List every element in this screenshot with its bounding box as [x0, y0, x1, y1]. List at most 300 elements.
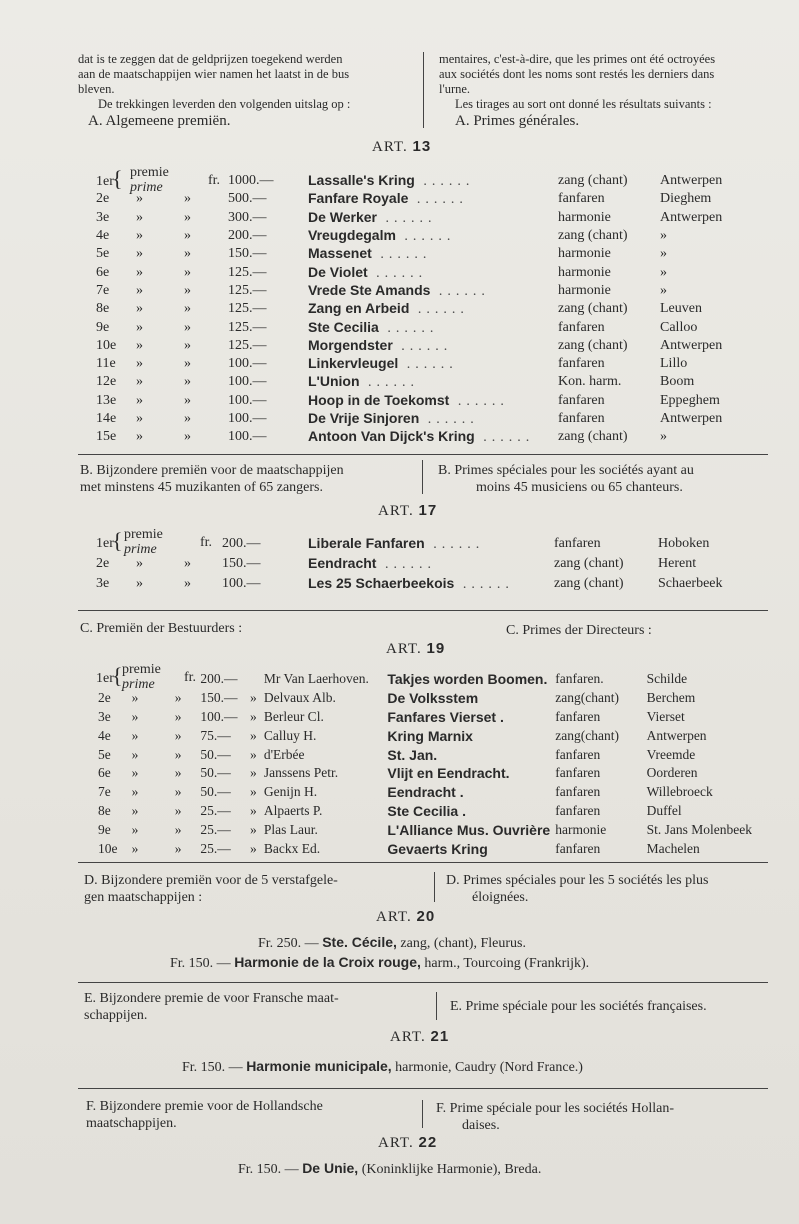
dot-leader: ......: [376, 557, 436, 572]
intro-nl-line: bleven.: [78, 82, 115, 96]
rank-ordinal: 13e: [96, 392, 117, 408]
society-city: Eppeghem: [660, 392, 720, 408]
prize-amount: 100.—: [228, 429, 267, 445]
prize-amount: 25.—: [200, 802, 231, 818]
rank-ordinal: 11e: [96, 356, 116, 372]
ditto-mark: »: [136, 264, 143, 280]
prize-amount: 200.—: [222, 536, 261, 551]
society-name-cell: [308, 318, 558, 336]
society-name-cell: [308, 355, 558, 373]
prize-row: [80, 410, 744, 428]
ditto-mark: [136, 172, 184, 190]
society-type: fanfaren: [555, 746, 601, 762]
society-type: zang(chant): [555, 690, 619, 706]
separator: [78, 862, 768, 863]
rank-ordinal: 4e: [96, 228, 110, 244]
ditto-mark: »: [174, 821, 182, 837]
ditto-mark: »: [174, 727, 182, 743]
ditto-mark: »: [250, 708, 257, 724]
director-name: Plas Laur.: [263, 821, 318, 837]
prize-amount: 125.—: [228, 301, 267, 317]
society-name-cell: [308, 534, 554, 554]
society-city: Antwerpen: [660, 411, 723, 426]
prize-amount: 100.—: [228, 356, 267, 372]
director-name: Genijn H.: [263, 784, 318, 800]
director-name: Mr Van Laerhoven.: [263, 671, 369, 687]
section-d-nl: D. Bijzondere premiën voor de 5 verstafgele- gen maatschappijen :: [84, 873, 338, 905]
society-name-cell: [308, 209, 558, 227]
rank-ordinal: [80, 172, 136, 190]
rank-ordinal: 7e: [98, 784, 111, 800]
society-city: Calloo: [660, 319, 698, 335]
ditto-mark: »: [136, 429, 143, 445]
dot-leader: ......: [414, 174, 475, 190]
intro-fr-line: l'urne.: [439, 82, 471, 96]
society-name: Les 25 Schaerbeekois: [308, 575, 455, 591]
ditto-mark: »: [174, 746, 182, 762]
society-name-cell: [308, 172, 558, 190]
society-type: harmonie: [558, 282, 611, 298]
ditto-mark: »: [250, 765, 257, 781]
ditto-mark: »: [184, 228, 191, 244]
art21-line: Fr. 150. — Harmonie municipale, harmonie, Caudry (Nord France.): [182, 1058, 583, 1075]
society-city: Machelen: [646, 840, 700, 856]
society-name: Linkervleugel: [308, 355, 399, 372]
ditto-mark: »: [131, 802, 139, 818]
ditto-mark: »: [250, 821, 257, 837]
intro-fr-line: aux sociétés dont les noms sont restés les derniers dans: [439, 67, 715, 81]
rank-ordinal: 9e: [96, 319, 110, 335]
prize-row: [80, 820, 752, 839]
society-name: De Werker: [308, 208, 378, 225]
prize-row: [80, 726, 752, 745]
ditto-mark: [136, 534, 184, 554]
prize-amount: 1000.—: [228, 173, 274, 189]
society-city: Antwerpen: [660, 173, 723, 189]
society-type: fanfaren.: [555, 671, 604, 687]
ditto-mark: [250, 670, 264, 689]
prize-row: [80, 670, 752, 689]
section-d-fr: D. Primes spéciales pour les 5 sociétés les plus éloignées.: [446, 873, 709, 905]
dot-leader: ......: [367, 265, 428, 281]
society-name-cell: [308, 337, 558, 355]
ditto-mark: »: [136, 374, 143, 390]
society-name-cell: [308, 282, 558, 300]
prize-amount: 50.—: [200, 784, 231, 800]
rank-ordinal: 6e: [98, 765, 111, 781]
prize-amount: 200.—: [228, 228, 267, 244]
society-type: Kon. harm.: [558, 374, 622, 390]
society-type: zang(chant): [555, 727, 619, 743]
society-city: »: [660, 282, 667, 298]
society-name: De Volksstem: [387, 690, 479, 707]
dot-leader: ......: [449, 393, 509, 409]
society-type: zang (chant): [558, 429, 628, 445]
ditto-mark: »: [184, 392, 191, 408]
society-type: zang (chant): [554, 556, 624, 571]
director-name: Calluy H.: [263, 727, 317, 743]
society-city: Lillo: [660, 356, 688, 372]
article-13-heading: ART. 13: [372, 138, 432, 155]
prize-row: [80, 708, 752, 727]
prize-row: [80, 172, 744, 190]
ditto-mark: [184, 172, 228, 190]
ditto-mark: [184, 534, 222, 554]
prize-amount: 50.—: [200, 746, 231, 762]
ditto-mark: »: [136, 576, 143, 591]
prize-row: [80, 318, 744, 336]
society-type: fanfaren: [558, 392, 605, 408]
dot-leader: ......: [378, 320, 439, 336]
ditto-mark: [132, 670, 175, 689]
prize-amount: 125.—: [228, 319, 267, 335]
ditto-mark: [175, 670, 201, 689]
prize-row: [80, 263, 744, 281]
ditto-mark: »: [131, 821, 139, 837]
society-type: harmonie: [558, 246, 611, 262]
prize-amount: 25.—: [200, 840, 231, 856]
rank-ordinal: 2e: [98, 690, 111, 706]
ditto-mark: »: [131, 690, 139, 706]
society-name: Ste Cecilia .: [387, 802, 466, 819]
ditto-mark: »: [136, 301, 143, 317]
ditto-mark: »: [131, 708, 139, 724]
rank-ordinal: 6e: [96, 264, 110, 280]
prize-row: [80, 574, 744, 594]
society-city: Hoboken: [658, 536, 710, 551]
ditto-mark: »: [136, 556, 143, 571]
section-b-fr: B. Primes spéciales pour les sociétés ayant au moins 45 musiciens ou 65 chanteurs.: [438, 463, 694, 495]
intro-fr-line: mentaires, c'est-à-dire, que les primes ont été octroyées: [439, 52, 716, 66]
director-name: Berleur Cl.: [263, 708, 324, 724]
society-name: Antoon Van Dijck's Kring: [308, 428, 475, 445]
dot-leader: ......: [359, 375, 420, 391]
intro-nl-line: dat is te zeggen dat de geldprijzen toegekend werden: [78, 52, 343, 66]
prize-row: [80, 373, 744, 391]
ditto-mark: »: [131, 765, 139, 781]
ditto-mark: »: [250, 784, 257, 800]
intro-fr: [439, 52, 715, 129]
ditto-mark: »: [184, 576, 191, 591]
section-c-nl: C. Premiën der Bestuurders :: [80, 621, 243, 636]
society-type: zang (chant): [558, 173, 628, 189]
society-type: zang (chant): [554, 576, 624, 591]
prize-amount: 100.—: [222, 576, 261, 591]
society-city: St. Jans Molenbeek: [646, 821, 752, 837]
society-city: Schilde: [646, 671, 688, 687]
section-e-nl: E. Bijzondere premie de voor Fransche maat- schappijen.: [84, 991, 339, 1023]
ditto-mark: »: [136, 337, 143, 353]
director-name: Alpaerts P.: [263, 802, 323, 818]
dot-leader: ......: [371, 247, 432, 263]
society-name: Massenet: [308, 245, 372, 262]
rank-ordinal: 2e: [96, 556, 110, 571]
dot-leader: ......: [392, 338, 453, 354]
prize-row: [80, 392, 744, 410]
prize-amount: 150.—: [200, 690, 238, 706]
rank-ordinal: 15e: [96, 429, 117, 445]
society-city: »: [660, 429, 667, 445]
society-name: Vreugdegalm: [308, 227, 396, 244]
rank-ordinal: 2e: [96, 191, 110, 207]
ditto-mark: »: [184, 301, 191, 317]
separator: [78, 1088, 768, 1089]
ditto-mark: »: [184, 191, 191, 207]
ditto-mark: »: [136, 282, 143, 298]
prize-row: [80, 245, 744, 263]
society-name: Fanfares Vierset .: [387, 708, 504, 725]
director-name: d'Erbée: [263, 746, 305, 762]
prize-amount: 75.—: [200, 727, 231, 743]
society-name-cell: [308, 428, 558, 446]
prize-amount: 300.—: [228, 209, 267, 225]
prize-amount: 100.—: [228, 392, 267, 408]
prize-amount: 50.—: [200, 765, 231, 781]
prize-row: [80, 534, 744, 554]
society-city: Herent: [658, 556, 697, 571]
society-name: Lassalle's Kring: [308, 172, 415, 189]
ditto-mark: »: [136, 246, 143, 262]
ditto-mark: »: [250, 690, 257, 706]
society-name-cell: [308, 245, 558, 263]
prize-row: [80, 355, 744, 373]
prize-row: [80, 428, 744, 446]
prize-row: [80, 282, 744, 300]
society-type: fanfaren: [555, 708, 601, 724]
society-name: Liberale Fanfaren: [308, 535, 425, 551]
director-name: Backx Ed.: [263, 840, 321, 856]
ditto-mark: »: [184, 319, 191, 335]
intro-fr-draw: Les tirages au sort ont donné les résultats suivants :: [455, 97, 712, 111]
prize-amount: 125.—: [228, 264, 267, 280]
society-city: Schaerbeek: [658, 576, 723, 591]
society-city: Berchem: [646, 690, 696, 706]
rank-ordinal: 5e: [96, 246, 110, 262]
prize-row: [80, 209, 744, 227]
ditto-mark: »: [131, 840, 139, 856]
art20-line-1: Fr. 250. — Ste. Cécile, zang, (chant), Fleurus.: [258, 934, 526, 951]
ditto-mark: »: [184, 337, 191, 353]
column-divider: [422, 460, 423, 494]
ditto-mark: »: [184, 282, 191, 298]
dot-leader: ......: [474, 430, 535, 446]
society-type: fanfaren: [554, 536, 601, 551]
ditto-mark: »: [131, 746, 139, 762]
society-name: Gevaerts Kring: [387, 840, 488, 857]
director-name: Delvaux Alb.: [263, 690, 336, 706]
dot-leader: ......: [408, 192, 468, 208]
article-22-heading: ART. 22: [378, 1134, 438, 1151]
rank-ordinal: 4e: [98, 727, 111, 743]
prize-amount: 150.—: [228, 246, 267, 262]
dot-leader: ......: [454, 577, 514, 592]
society-name: Morgendster: [308, 336, 393, 353]
society-city: Vreemde: [646, 746, 696, 762]
society-name: Zang en Arbeid: [308, 300, 410, 317]
ditto-mark: »: [250, 746, 257, 762]
prize-row: [80, 745, 752, 764]
ditto-mark: »: [136, 356, 143, 372]
society-name: Vlijt en Eendracht.: [387, 765, 510, 782]
art20-line-2: Fr. 150. — Harmonie de la Croix rouge, harm., Tourcoing (Frankrijk).: [170, 954, 590, 971]
society-name-cell: [308, 373, 558, 391]
ditto-mark: »: [184, 374, 191, 390]
prize-row: [80, 227, 744, 245]
column-divider: [422, 1100, 423, 1128]
society-city: Vierset: [646, 708, 685, 724]
society-type: fanfaren: [558, 411, 605, 426]
ditto-mark: »: [174, 840, 182, 856]
society-name-cell: [308, 190, 558, 208]
society-city: Boom: [660, 374, 695, 390]
dot-leader: ......: [377, 210, 437, 226]
prize-amount: 100.—: [228, 374, 267, 390]
society-city: Oorderen: [646, 765, 698, 781]
society-city: Willebroeck: [646, 784, 713, 800]
rank-ordinal: 14e: [96, 411, 117, 426]
director-name: Janssens Petr.: [263, 765, 339, 781]
intro-nl-line: aan de maatschappijen wier namen het laatst in de bus: [78, 67, 350, 81]
society-city: Leuven: [660, 301, 702, 317]
art22-line: Fr. 150. — De Unie, (Koninklijke Harmonie), Breda.: [238, 1160, 542, 1177]
ditto-mark: »: [184, 209, 191, 225]
rank-ordinal: 3e: [98, 708, 111, 724]
dot-leader: ......: [395, 229, 456, 245]
article-17-heading: ART. 17: [378, 502, 438, 519]
society-type: fanfaren: [555, 784, 601, 800]
rank-ordinal: 3e: [96, 576, 110, 591]
article-20-heading: ART. 20: [376, 908, 436, 925]
prize-amount: 100.—: [228, 411, 267, 426]
ditto-mark: »: [136, 319, 143, 335]
prize-row: [80, 839, 752, 858]
prize-row: [80, 689, 752, 708]
dot-leader: ......: [430, 283, 490, 299]
section-c-fr: C. Primes der Directeurs :: [506, 623, 652, 638]
ditto-mark: »: [136, 191, 143, 207]
society-name-cell: [308, 392, 558, 410]
society-type: harmonie: [558, 264, 611, 280]
society-type: fanfaren: [558, 356, 605, 372]
society-city: Antwerpen: [660, 209, 723, 225]
society-type: fanfaren: [558, 319, 605, 335]
ditto-mark: »: [184, 429, 191, 445]
society-name-cell: [308, 300, 558, 318]
rank-ordinal: 7e: [96, 282, 110, 298]
separator: [78, 610, 768, 611]
ditto-mark: »: [174, 708, 182, 724]
society-type: harmonie: [558, 209, 611, 225]
society-type: zang (chant): [558, 301, 628, 317]
society-type: fanfaren: [555, 802, 601, 818]
society-city: Antwerpen: [646, 727, 707, 743]
ditto-mark: »: [131, 784, 139, 800]
dot-leader: ......: [419, 412, 479, 427]
society-name: Eendracht .: [387, 784, 464, 801]
ditto-mark: »: [184, 411, 191, 426]
prize-amount: 150.—: [222, 556, 261, 571]
ditto-mark: »: [184, 356, 191, 372]
society-name: Kring Marnix: [387, 727, 473, 744]
prize-amount: 200.—: [200, 671, 238, 687]
rank-ordinal: 8e: [96, 301, 110, 317]
society-name: St. Jan.: [387, 746, 438, 763]
rank-ordinal: 10e: [98, 840, 118, 856]
prize-row: [80, 802, 752, 821]
rank-ordinal: 10e: [96, 337, 117, 353]
ditto-mark: »: [174, 802, 182, 818]
column-divider: [434, 872, 435, 902]
intro-nl-draw: De trekkingen leverden den volgenden uitslag op :: [98, 97, 351, 111]
society-city: Duffel: [646, 802, 682, 818]
ditto-mark: »: [136, 209, 143, 225]
section-b-nl: B. Bijzondere premiën voor de maatschappijen met minstens 45 muzikanten of 65 zangers.: [80, 463, 344, 495]
society-name: Fanfare Royale: [308, 190, 409, 207]
society-name: Ste Cecilia: [308, 318, 379, 335]
ditto-mark: »: [136, 411, 143, 426]
ditto-mark: »: [131, 727, 139, 743]
heading-a-nl: A. Algemeene premiën.: [88, 113, 231, 129]
society-type: fanfaren: [555, 765, 601, 781]
dot-leader: ......: [409, 302, 469, 318]
ditto-mark: »: [250, 840, 257, 856]
society-type: harmonie: [555, 821, 607, 837]
ditto-mark: »: [184, 264, 191, 280]
prize-row: [80, 337, 744, 355]
section-e-fr: E. Prime spéciale pour les sociétés françaises.: [450, 999, 707, 1014]
society-name-cell: [308, 554, 554, 574]
society-name: L'Alliance Mus. Ouvrière: [387, 821, 551, 838]
rank-ordinal: [80, 534, 136, 554]
separator: [78, 454, 768, 455]
society-name: Takjes worden Boomen.: [387, 671, 548, 688]
prize-amount: 125.—: [228, 282, 267, 298]
society-name-cell: [308, 227, 558, 245]
society-name: Vrede Ste Amands: [308, 281, 431, 298]
column-divider: [436, 992, 437, 1020]
society-name-cell: [308, 574, 554, 594]
society-name: Hoop in de Toekomst: [308, 391, 450, 408]
prize-amount: 100.—: [200, 708, 238, 724]
society-type: zang (chant): [558, 228, 628, 244]
society-name: Eendracht: [308, 555, 377, 571]
society-name: L'Union: [308, 373, 360, 390]
ditto-mark: »: [174, 765, 182, 781]
society-name-cell: [308, 410, 558, 428]
art19-prize-table: [80, 670, 752, 858]
society-type: zang (chant): [558, 337, 628, 353]
prize-amount: 500.—: [228, 191, 267, 207]
society-type: fanfaren: [555, 840, 601, 856]
section-f-fr: F. Prime spéciale pour les sociétés Hollan- daises.: [436, 1101, 674, 1133]
dot-leader: ......: [398, 357, 458, 373]
art17-prize-table: [80, 534, 744, 594]
rank-ordinal: 5e: [98, 746, 111, 762]
prize-row: [80, 764, 752, 783]
article-21-heading: ART. 21: [390, 1028, 450, 1045]
society-city: »: [660, 246, 667, 262]
ditto-mark: »: [184, 556, 191, 571]
society-city: Antwerpen: [660, 337, 723, 353]
heading-a-fr: A. Primes générales.: [455, 113, 580, 129]
art13-prize-table: [80, 172, 744, 446]
prize-amount: 25.—: [200, 821, 231, 837]
ditto-mark: »: [174, 784, 182, 800]
rank-ordinal: 3e: [96, 209, 110, 225]
society-city: »: [660, 228, 667, 244]
society-city: »: [660, 264, 667, 280]
ditto-mark: »: [184, 246, 191, 262]
